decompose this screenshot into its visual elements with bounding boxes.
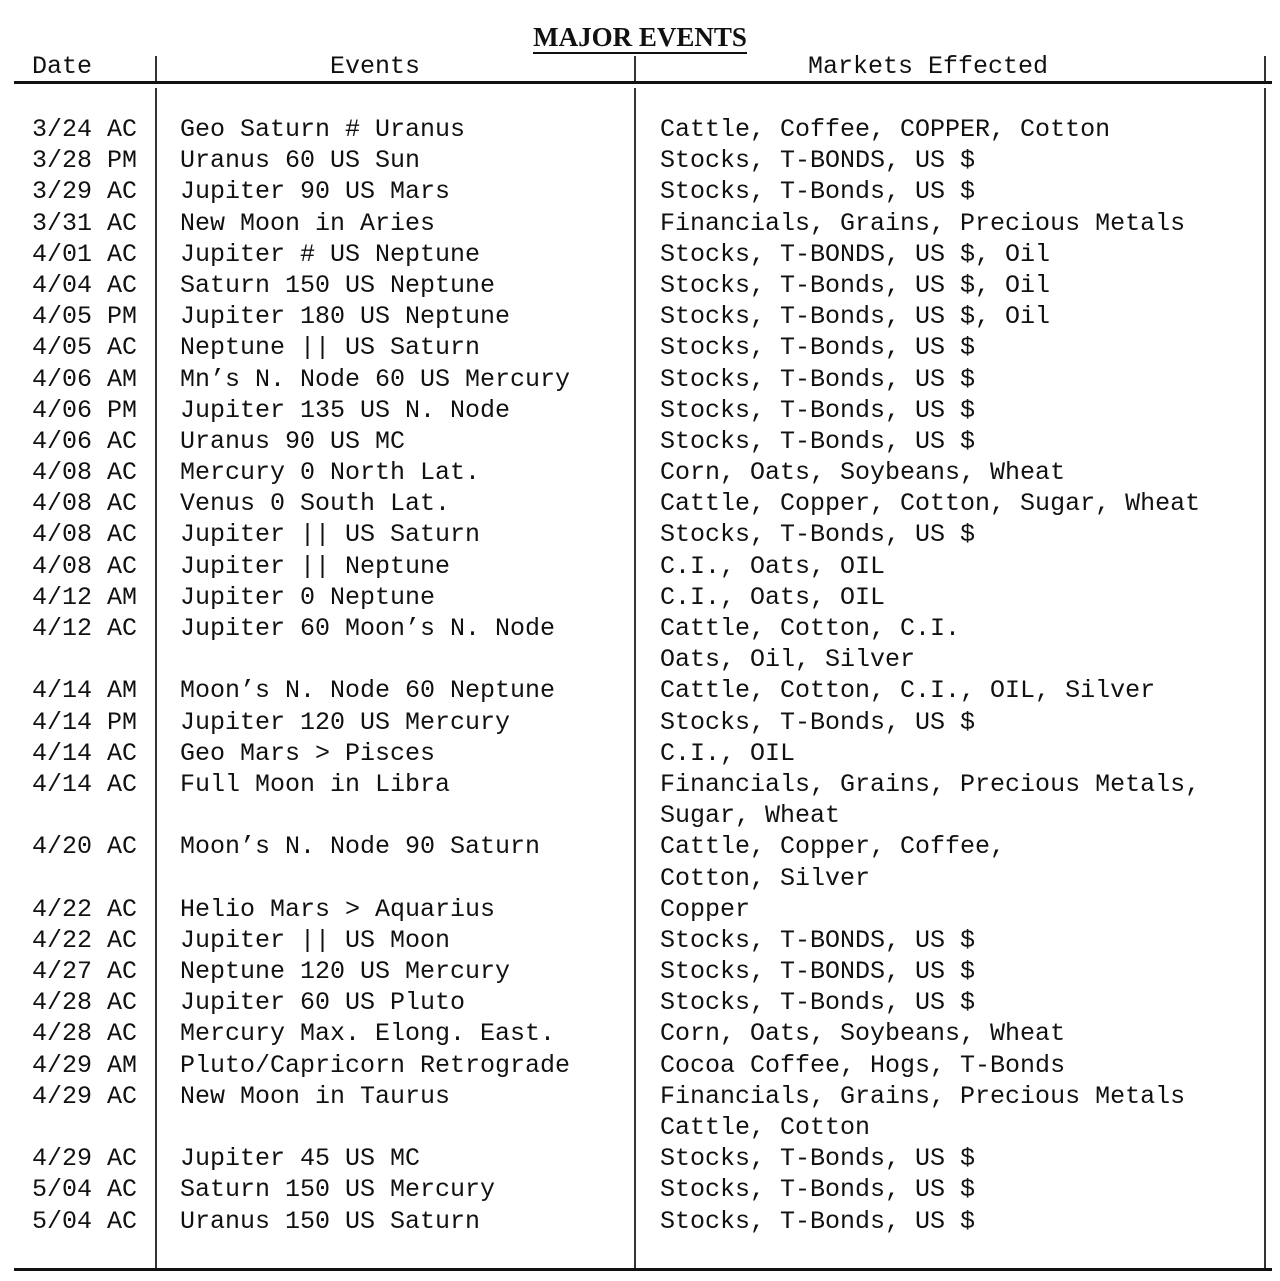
row-markets: Stocks, T-BONDS, US $ <box>660 957 976 987</box>
table-row <box>0 208 1280 239</box>
row-date: 4/22 AC <box>32 925 138 955</box>
row-date: 4/29 AC <box>32 1081 138 1111</box>
table-row <box>0 145 1280 176</box>
row-date: 4/14 PM <box>32 707 138 737</box>
date-column-header: Date <box>32 52 93 81</box>
row-markets: Stocks, T-Bonds, US $ <box>660 177 976 207</box>
table-row <box>0 769 1280 800</box>
table-row <box>0 1018 1280 1049</box>
row-event: Neptune || US Saturn <box>180 333 481 363</box>
row-markets: Stocks, T-Bonds, US $ <box>660 395 976 425</box>
row-markets: Stocks, T-Bonds, US $ <box>660 364 976 394</box>
row-markets: Stocks, T-Bonds, US $ <box>660 1175 976 1205</box>
table-header <box>0 52 1280 82</box>
column-divider-right-header <box>1264 56 1266 82</box>
row-date: 3/24 AC <box>32 115 138 144</box>
row-date: 4/14 AC <box>32 769 138 799</box>
table-row <box>0 987 1280 1018</box>
row-date: 4/01 AC <box>32 239 138 269</box>
row-markets: Cattle, Cotton <box>660 1113 871 1142</box>
row-date: 5/04 AC <box>32 1206 138 1236</box>
row-date: 4/28 AC <box>32 1019 138 1049</box>
table-row <box>0 426 1280 457</box>
row-markets: Stocks, T-Bonds, US $ <box>660 707 976 737</box>
row-date: 4/29 AC <box>32 1144 138 1174</box>
row-event: Saturn 150 US Mercury <box>180 1175 496 1205</box>
table-row <box>0 364 1280 395</box>
table-row <box>0 613 1280 644</box>
row-date: 3/29 AC <box>32 177 138 207</box>
row-event: New Moon in Taurus <box>180 1081 451 1111</box>
row-markets: Corn, Oats, Soybeans, Wheat <box>660 1019 1066 1049</box>
row-event: Moon’s N. Node 90 Saturn <box>180 832 541 862</box>
row-event: Pluto/Capricorn Retrograde <box>180 1050 571 1080</box>
markets-column-header: Markets Effected <box>808 52 1049 81</box>
column-divider-middle-header <box>634 56 636 82</box>
row-event: Mercury 0 North Lat. <box>180 458 481 488</box>
row-event: Geo Saturn # Uranus <box>180 115 466 144</box>
table-row <box>0 925 1280 956</box>
row-event: Jupiter || US Moon <box>180 925 451 955</box>
row-date: 4/14 AC <box>32 738 138 768</box>
row-event: Jupiter 60 Moon’s N. Node <box>180 614 556 643</box>
row-event: Venus 0 South Lat. <box>180 489 451 519</box>
table-row <box>0 239 1280 270</box>
row-event: Jupiter 60 US Pluto <box>180 988 466 1018</box>
row-event: Mn’s N. Node 60 US Mercury <box>180 364 571 394</box>
row-date: 3/28 PM <box>32 146 138 176</box>
row-date: 4/04 AC <box>32 270 138 300</box>
row-markets: Stocks, T-BONDS, US $, Oil <box>660 239 1051 269</box>
table-row <box>0 1112 1280 1143</box>
table-row <box>0 395 1280 426</box>
column-divider-left-header <box>155 56 157 82</box>
row-date: 4/06 AC <box>32 426 138 456</box>
row-markets: Oats, Oil, Silver <box>660 645 916 675</box>
row-markets: Financials, Grains, Precious Metals, <box>660 769 1201 799</box>
row-markets: Stocks, T-Bonds, US $ <box>660 426 976 456</box>
table-row <box>0 457 1280 488</box>
table-row <box>0 894 1280 925</box>
row-markets: Stocks, T-Bonds, US $, Oil <box>660 270 1051 300</box>
row-event: Geo Mars > Pisces <box>180 738 436 768</box>
row-event: Jupiter || Neptune <box>180 551 451 581</box>
table-row <box>0 488 1280 519</box>
row-event: Mercury Max. Elong. East. <box>180 1019 556 1049</box>
row-date: 4/06 PM <box>32 395 138 425</box>
table-row <box>0 301 1280 332</box>
row-markets: Sugar, Wheat <box>660 801 841 831</box>
table-row <box>0 863 1280 894</box>
table-row <box>0 675 1280 706</box>
row-date: 4/27 AC <box>32 957 138 987</box>
row-event: Jupiter # US Neptune <box>180 239 481 269</box>
row-markets: Cattle, Coffee, COPPER, Cotton <box>660 115 1111 144</box>
row-date: 4/29 AM <box>32 1050 138 1080</box>
row-markets: Stocks, T-Bonds, US $ <box>660 1206 976 1236</box>
row-event: Uranus 90 US MC <box>180 426 406 456</box>
row-event: Neptune 120 US Mercury <box>180 957 511 987</box>
row-event: Jupiter 135 US N. Node <box>180 395 511 425</box>
row-markets: C.I., Oats, OIL <box>660 551 886 581</box>
row-markets: Corn, Oats, Soybeans, Wheat <box>660 458 1066 488</box>
row-event: Jupiter 0 Neptune <box>180 582 436 612</box>
row-date: 4/05 AC <box>32 333 138 363</box>
header-rule <box>14 81 1272 84</box>
row-event: Helio Mars > Aquarius <box>180 894 496 924</box>
table-row <box>0 519 1280 550</box>
table-row <box>0 831 1280 862</box>
row-date: 4/06 AM <box>32 364 138 394</box>
row-markets: Stocks, T-BONDS, US $ <box>660 146 976 176</box>
row-event: Saturn 150 US Neptune <box>180 270 496 300</box>
table-row <box>0 1050 1280 1081</box>
table-row <box>0 551 1280 582</box>
row-markets: Financials, Grains, Precious Metals <box>660 208 1186 238</box>
row-markets: Stocks, T-BONDS, US $ <box>660 925 976 955</box>
row-date: 5/04 AC <box>32 1175 138 1205</box>
footer-rule <box>14 1268 1272 1271</box>
row-markets: Stocks, T-Bonds, US $ <box>660 520 976 550</box>
row-date: 4/20 AC <box>32 832 138 862</box>
row-markets: C.I., Oats, OIL <box>660 582 886 612</box>
row-date: 4/08 AC <box>32 489 138 519</box>
row-date: 4/28 AC <box>32 988 138 1018</box>
table-row <box>0 582 1280 613</box>
row-event: Jupiter || US Saturn <box>180 520 481 550</box>
table-row <box>0 176 1280 207</box>
row-date: 4/05 PM <box>32 302 138 332</box>
row-event: Uranus 150 US Saturn <box>180 1206 481 1236</box>
row-event: Jupiter 90 US Mars <box>180 177 451 207</box>
row-date: 4/12 AM <box>32 582 138 612</box>
page-title: MAJOR EVENTS <box>533 22 747 52</box>
table-row <box>0 114 1280 145</box>
table-row <box>0 1081 1280 1112</box>
table-row <box>0 1143 1280 1174</box>
row-event: Jupiter 120 US Mercury <box>180 707 511 737</box>
row-date: 4/12 AC <box>32 614 138 643</box>
row-markets: Stocks, T-Bonds, US $ <box>660 988 976 1018</box>
table-row <box>0 800 1280 831</box>
row-event: Moon’s N. Node 60 Neptune <box>180 676 556 706</box>
row-markets: Copper <box>660 894 751 924</box>
events-column-header: Events <box>330 52 421 81</box>
table-row <box>0 270 1280 301</box>
table-row <box>0 738 1280 769</box>
row-event: Full Moon in Libra <box>180 769 451 799</box>
table-row <box>0 956 1280 987</box>
table-row <box>0 644 1280 675</box>
table-row <box>0 332 1280 363</box>
row-markets: Cattle, Cotton, C.I., OIL, Silver <box>660 676 1156 706</box>
table-row <box>0 1174 1280 1205</box>
events-table-body <box>0 114 1280 1237</box>
row-markets: Cocoa Coffee, Hogs, T-Bonds <box>660 1050 1066 1080</box>
row-event: New Moon in Aries <box>180 208 436 238</box>
row-event: Uranus 60 US Sun <box>180 146 421 176</box>
table-row <box>0 707 1280 738</box>
row-markets: Cattle, Cotton, C.I. <box>660 614 961 643</box>
row-markets: C.I., OIL <box>660 738 796 768</box>
row-date: 4/08 AC <box>32 520 138 550</box>
row-markets: Stocks, T-Bonds, US $ <box>660 1144 976 1174</box>
row-markets: Cotton, Silver <box>660 863 871 893</box>
row-date: 4/14 AM <box>32 676 138 706</box>
table-row <box>0 1206 1280 1237</box>
row-markets: Cattle, Copper, Cotton, Sugar, Wheat <box>660 489 1201 519</box>
row-date: 4/22 AC <box>32 894 138 924</box>
row-markets: Stocks, T-Bonds, US $, Oil <box>660 302 1051 332</box>
row-event: Jupiter 180 US Neptune <box>180 302 511 332</box>
row-event: Jupiter 45 US MC <box>180 1144 421 1174</box>
row-markets: Stocks, T-Bonds, US $ <box>660 333 976 363</box>
row-date: 4/08 AC <box>32 551 138 581</box>
row-date: 3/31 AC <box>32 208 138 238</box>
row-date: 4/08 AC <box>32 458 138 488</box>
row-markets: Cattle, Copper, Coffee, <box>660 832 1006 862</box>
row-markets: Financials, Grains, Precious Metals <box>660 1081 1186 1111</box>
